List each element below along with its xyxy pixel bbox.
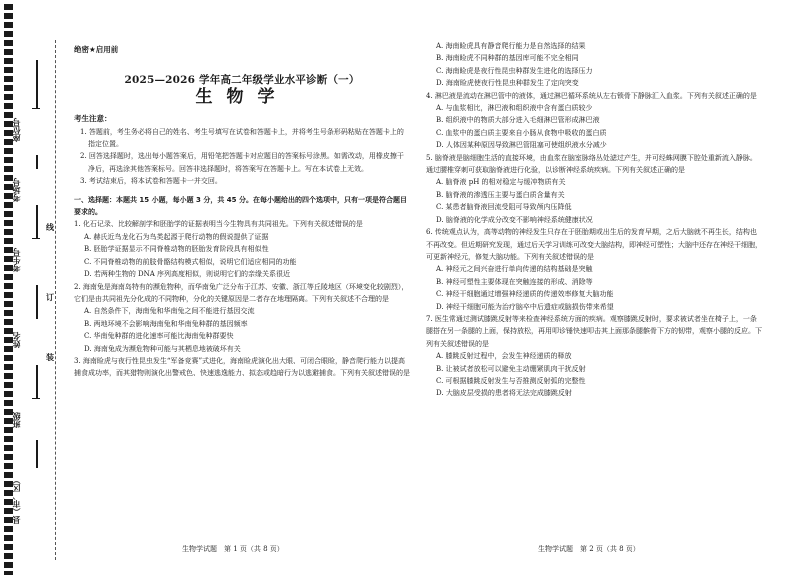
section-header: 一、选择题：本题共 15 小题，每小题 3 分，共 45 分。在每小题给出的四个选项中，只有一项是符合题目要求的。 <box>74 195 407 217</box>
field-county-line <box>36 440 38 468</box>
question-3-option-d: D. 海南睑虎使夜行性昆虫种群发生了定向突变 <box>436 79 579 88</box>
field-tick <box>32 398 40 399</box>
question-4-option-c: C. 血浆中的蛋白质主要来自小肠从食物中吸收的蛋白质 <box>436 128 607 137</box>
question-6-option-a: A. 神经元之间兴奋进行单向传递的结构基础是突触 <box>436 265 593 274</box>
question-5-option-a: A. 脑脊液 pH 的相对稳定与缓冲物质有关 <box>436 178 566 187</box>
binding-dashed-line <box>55 40 56 560</box>
question-4-stem: 4. 淋巴液是流动在淋巴管中的液体，通过淋巴循环系统从左右锁骨下静脉汇入血浆。下列有关叙述正确的是 <box>426 91 757 100</box>
page-2-column <box>426 40 762 400</box>
question-2-option-d: D. 海南兔成为濒危物种可能与其栖息地被破坏有关 <box>84 344 241 353</box>
question-7-option-b: B. 让被试者放松可以避免主动绷紧肌肉干扰反射 <box>436 364 586 373</box>
question-6-option-c: C. 神经干细胞通过增强神经递质的传递效率修复大脑功能 <box>436 290 614 299</box>
question-7-option-c: C. 可根据膝跳反射发生与否推测反射弧的完整性 <box>436 376 586 385</box>
question-2-option-c: C. 华南兔种群的进化速率可能比海南兔种群要快 <box>84 332 234 341</box>
question-5-option-c: C. 某患者脑脊液回流受阻可导致颅内压降低 <box>436 203 572 212</box>
page-1-column <box>74 44 410 380</box>
field-tick <box>32 238 40 239</box>
page-2-footer: 生物学试题 第 2 页（共 8 页） <box>538 545 640 553</box>
question-6-option-b: B. 神经可塑性主要体现在突触连接的形成、消除等 <box>436 277 593 286</box>
question-3-option-c: C. 海南睑虎是夜行性昆虫种群发生进化的选择压力 <box>436 66 593 75</box>
binding-margin <box>0 0 62 579</box>
field-name-label: 姓名 <box>12 332 21 348</box>
question-4-option-b: B. 组织液中的物质大部分进入毛细淋巴管形成淋巴液 <box>436 116 600 125</box>
question-5-option-d: D. 脑脊液的化学成分改变不影响神经系统健康状况 <box>436 215 593 224</box>
question-3-option-a: A. 海南睑虎具有静音爬行能力是自然选择的结果 <box>436 42 586 50</box>
question-6-option-d: D. 神经干细胞可能为治疗脑卒中后遗症或脑损伤带来希望 <box>436 302 614 311</box>
secret-mark: 绝密★启用前 <box>74 45 119 54</box>
notes-header: 考生注意： <box>74 114 112 124</box>
field-seat-line <box>36 60 38 108</box>
note-item: 3. 考试结束后，将本试卷和答题卡一并交回。 <box>80 177 222 186</box>
question-2-option-b: B. 两地环境不会影响海南兔和华南兔种群的基因频率 <box>84 319 248 328</box>
field-seat-label: 座位号 <box>12 118 21 142</box>
question-1-option-d: D. 若两种生物的 DNA 序列高度相似，则说明它们的亲缘关系很近 <box>84 270 291 279</box>
note-item: 2. 回答选择题时，选出每小题答案后，用铅笔把答题卡对应题目的答案标号涂黑。如需改动，用橡皮擦干净后，再选涂其他答案标号。回答非选择题时，将答案写在答题卡上。写在本试卷上无效。 <box>80 152 404 173</box>
question-6-stem: 6. 传统观点认为，高等动物的神经发生只存在于胚胎期或出生后的发育早期，之后大脑就不再生长，结构也不再改变。但近期研究发现，通过后天学习训练可改变大脑结构，即神经可塑性；大脑中还存在神经干细胞，可更新神经元，修复大脑功能。下列有关叙述错误的是 <box>426 228 762 261</box>
field-examinee-label: 考生号 <box>12 248 21 272</box>
field-class-label: 班级 <box>12 412 21 428</box>
question-3-option-b: B. 海南睑虎不同种群的基因库可能不完全相同 <box>436 54 579 63</box>
bind-char-xian: 线 <box>46 223 54 232</box>
field-room-line <box>36 155 38 169</box>
question-1-option-a: A. 赫氏近鸟龙化石为鸟类起源于爬行动物的假说提供了证据 <box>84 232 269 241</box>
note-item: 1. 答题前，考生务必将自己的姓名、考生号填写在试卷和答题卡上，并将考生号条形码粘贴在答题卡上的指定位置。 <box>80 127 404 149</box>
field-name-line <box>36 285 38 319</box>
field-tick <box>32 108 40 109</box>
question-1-stem: 1. 化石记录、比较解剖学和胚胎学的证据表明当今生物具有共同祖先。下列有关叙述错误的是 <box>74 220 363 229</box>
question-3-stem: 3. 海南睑虎与夜行性昆虫发生“军备竞赛”式进化，海南睑虎演化出大眼、可闭合眼睑，静音爬行能力以提高捕食成功率，而其猎物则演化出警戒色、快速逃逸能力、拟态或趋暗行为以逃避捕食。下列有关叙述错误的是 <box>74 356 410 378</box>
field-county-label: 县（市、区） <box>12 476 21 524</box>
field-examinee-line <box>36 205 38 239</box>
page-1-footer: 生物学试题 第 1 页（共 8 页） <box>182 545 284 553</box>
question-2-stem: 2. 海南兔是海南岛特有的濒危物种，而华南兔广泛分布于江苏、安徽、浙江等丘陵地区（环境变化较剧烈），它们是由共同祖先分化成的不同物种，分化的关键原因是二者存在地理隔离。下列有关叙述不合理的是 <box>74 282 409 303</box>
subject-title: 生物学 <box>195 86 289 107</box>
question-7-option-d: D. 大脑皮层受损的患者将无法完成膝跳反射 <box>436 389 572 398</box>
question-7-stem: 7. 医生常通过测试膝跳反射等来检查神经系统方面的疾病。观察膝跳反射时，要求被试者坐在椅子上，一条腿搭在另一条腿的上面，保持放松，再用叩诊锤快速叩击其上面那条腿髌骨下方的韧带，观察小腿的反应。下列有关叙述错误的是 <box>426 314 762 348</box>
question-4-option-a: A. 与血浆相比，淋巴液和组织液中含有蛋白质较少 <box>436 104 593 113</box>
question-2-option-a: A. 自然条件下，海南兔和华南兔之间不能进行基因交流 <box>84 307 255 316</box>
question-4-option-d: D. 人体因某种原因导致淋巴管阻塞可使组织液水分减少 <box>436 141 607 150</box>
question-1-option-b: B. 胚胎学证据显示不同脊椎动物的胚胎发育阶段具有相似性 <box>84 245 269 254</box>
field-room-label: 考场号 <box>12 178 21 202</box>
bind-char-zhuang: 装 <box>46 353 54 362</box>
field-class-line <box>36 365 38 399</box>
question-7-option-a: A. 膝跳反射过程中，会发生神经递质的释放 <box>436 352 572 361</box>
question-5-stem: 5. 脑脊液是脑细胞生活的直接环境，由血浆在脑室脉络丛处滤过产生，并可经蛛网膜下腔处重新流入静脉。通过腰椎穿刺可获取脑脊液进行化验，以诊断神经系统疾病。下列有关叙述正确的是 <box>426 153 757 175</box>
question-1-option-c: C. 不同脊椎动物的前肢骨骼结构模式相似，说明它们适应相同的功能 <box>84 257 297 266</box>
question-5-option-b: B. 脑脊液的渗透压主要与蛋白质含量有关 <box>436 190 565 199</box>
bind-char-ding: 订 <box>46 293 54 302</box>
exam-title: 2025—2026 学年高二年级学业水平诊断（一） <box>124 74 360 87</box>
